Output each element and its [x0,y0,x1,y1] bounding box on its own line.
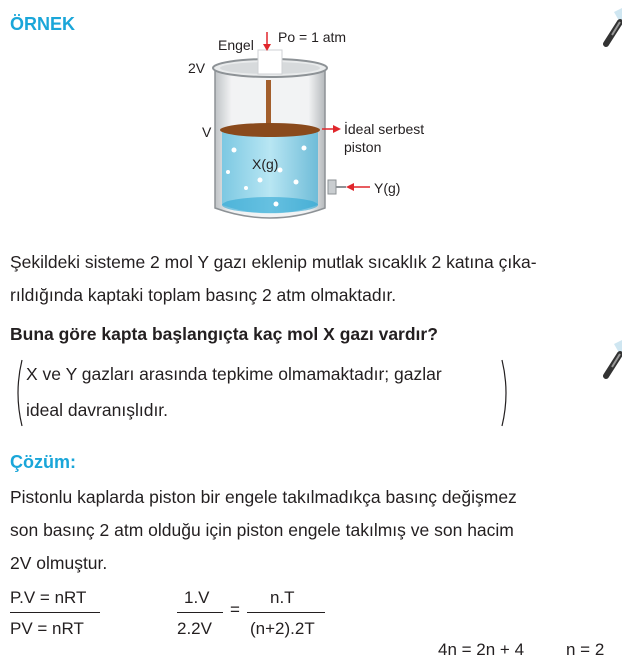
example-heading: ÖRNEK [10,14,76,34]
solution-line2: son basınç 2 atm olduğu için piston engele takılmış ve son hacim [10,520,514,540]
equation-initial: P.V = nRT [10,588,87,607]
result-equation: 4n = 2n + 4 [438,640,525,659]
question-bold: Buna göre kapta başlangıçta kaç mol X gazı vardır? [10,324,438,344]
volume-v-label: V [202,124,212,140]
piston-label-line2: piston [344,139,382,155]
fraction-bar-2 [177,612,223,613]
solution-heading: Çözüm: [10,452,76,472]
pen-icon [600,8,622,52]
piston-label-line1: İdeal serbest [344,121,425,137]
solution-line1: Pistonlu kaplarda piston bir engele takılmadıkça basınç değişmez [10,487,517,507]
fraction-bar-3 [247,612,325,613]
question-line1: Şekildeki sisteme 2 mol Y gazı eklenip mutlak sıcaklık 2 katına çıka- [10,252,537,272]
note-line1: X ve Y gazları arasında tepkime olmamaktadır; gazlar [26,364,442,384]
volume-2v-label: 2V [188,60,206,76]
equation-final: PV = nRT [10,619,84,638]
note-line2: ideal davranışlıdır. [26,400,169,420]
ratio-left-numerator: 1.V [184,588,210,607]
x-gas-label: X(g) [252,156,279,172]
engel-label: Engel [218,37,254,53]
piston-arrow [322,124,342,134]
y-gas-label: Y(g) [374,180,401,196]
ratio-right-numerator: n.T [270,588,295,607]
solution-line3: 2V olmuştur. [10,553,108,573]
fraction-bar-1 [10,612,100,613]
result-answer: n = 2 [566,640,605,659]
equals-sign: = [230,600,240,619]
question-line2: rıldığında kaptaki toplam basınç 2 atm olmaktadır. [10,285,397,305]
pressure-label: Po = 1 atm [278,29,347,45]
ratio-left-denominator: 2.2V [177,619,212,638]
pressure-arrow [262,32,272,52]
gas-inlet-arrow [346,182,370,192]
ratio-right-denominator: (n+2).2T [250,619,315,638]
note-left-bracket [12,358,24,428]
